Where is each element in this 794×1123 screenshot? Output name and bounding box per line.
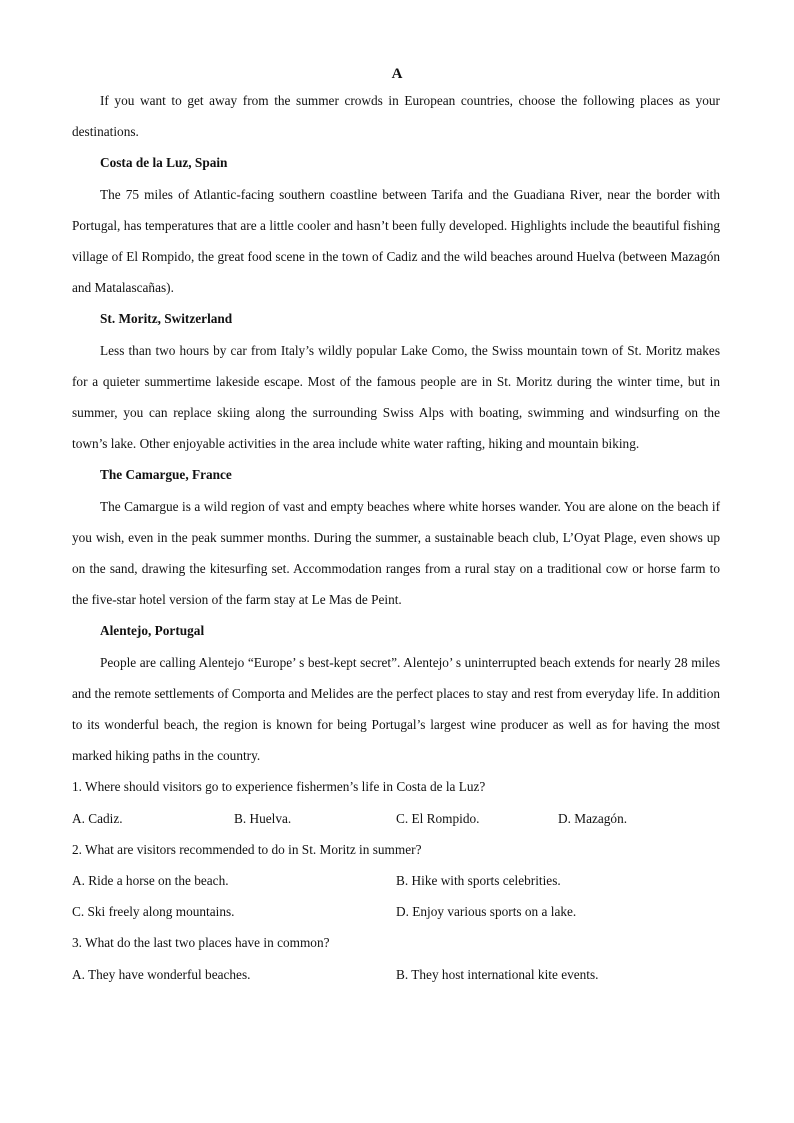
question-2-options-row-1 (72, 865, 720, 896)
section-heading-st-moritz: St. Moritz, Switzerland (100, 311, 233, 327)
section-heading-camargue: The Camargue, France (100, 467, 232, 483)
question-2-options-row-2 (72, 896, 720, 927)
question-2-option-d: D. Enjoy various sports on a lake. (396, 904, 577, 920)
question-1-option-b: B. Huelva. (234, 810, 292, 826)
question-1-options (72, 803, 720, 834)
intro-paragraph: If you want to get away from the summer crowds in European countries, choose the following places as your destinations. (72, 93, 720, 140)
section-text-costa-de-la-luz: The 75 miles of Atlantic-facing southern coastline between Tarifa and the Guadiana River, near the border with Portugal, has temperatures that are a little cooler and hasn’t been fully developed. Highlights include the beautiful fishing village of El Rompido, the great food scene in the town of Cadiz and the wild beaches around Huelva (between Mazagón and Matalascañas). (72, 186, 720, 296)
section-text-camargue: The Camargue is a wild region of vast and empty beaches where white horses wander. You are alone on the beach if you wish, even in the peak summer months. During the summer, a sustainable beach club, L’Oyat Plage, even shows up on the sand, drawing the kitesurfing set. Accommodation ranges from a rural stay on a traditional cow or horse farm to the five-star hotel version of the farm stay at Le Mas de Peint. (72, 498, 720, 608)
passage-body (72, 85, 720, 990)
question-1-option-d: D. Mazagón. (558, 810, 628, 826)
section-heading-alentejo: Alentejo, Portugal (100, 623, 205, 639)
question-1-option-a: A. Cadiz. (72, 810, 123, 826)
question-2-option-b: B. Hike with sports celebrities. (396, 873, 561, 889)
question-2-option-c: C. Ski freely along mountains. (72, 904, 235, 920)
section-heading-costa-de-la-luz: Costa de la Luz, Spain (100, 155, 228, 171)
question-2-stem: 2. What are visitors recommended to do in St. Moritz in summer? (72, 841, 422, 857)
question-1-stem: 1. Where should visitors go to experience fishermen’s life in Costa de la Luz? (72, 779, 486, 795)
question-3-option-b: B. They host international kite events. (396, 966, 599, 982)
question-1-option-c: C. El Rompido. (396, 810, 480, 826)
question-3-stem: 3. What do the last two places have in common? (72, 935, 330, 951)
section-text-alentejo: People are calling Alentejo “Europe’ s best-kept secret”. Alentejo’ s uninterrupted beach extends for nearly 28 miles and the remote settlements of Comporta and Melides are the perfect places to stay and rest from everyday life. In addition to its wonderful beach, the region is known for being Portugal’s largest wine producer as well as for having the most marked hiking paths in the country. (72, 654, 720, 764)
question-3-options (72, 959, 720, 990)
section-text-st-moritz: Less than two hours by car from Italy’s wildly popular Lake Como, the Swiss mountain town of St. Moritz makes for a quieter summertime lakeside escape. Most of the famous people are in St. Moritz during the winter time, but in summer, you can replace skiing along the surrounding Swiss Alps with boating, swimming and windsurfing on the town’s lake. Other enjoyable activities in the area include white water rafting, hiking and mountain biking. (72, 342, 720, 452)
passage-title: A (391, 66, 403, 82)
question-3-option-a: A. They have wonderful beaches. (72, 966, 251, 982)
question-2-option-a: A. Ride a horse on the beach. (72, 873, 229, 889)
